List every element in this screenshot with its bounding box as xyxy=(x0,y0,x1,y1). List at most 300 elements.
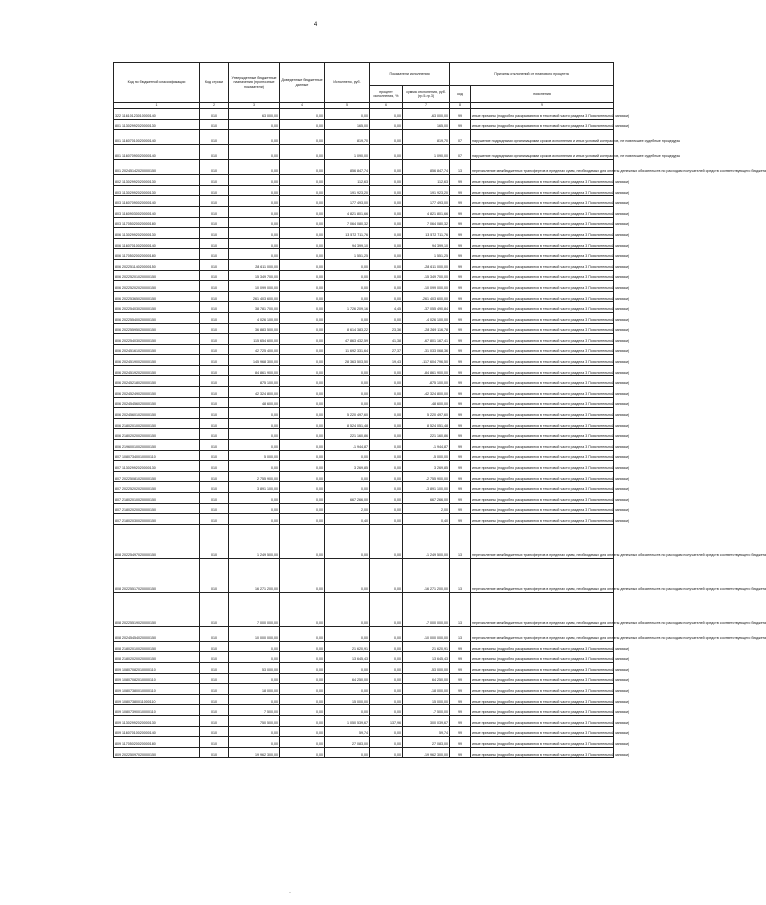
cell-row-code: 010 xyxy=(200,747,229,758)
cell-approved: 28 611 000,00 xyxy=(229,259,280,270)
cell-approved: 0,00 xyxy=(229,429,280,440)
cell-brought: 0,00 xyxy=(280,626,325,641)
cell-code: 807 21802020020000150 xyxy=(114,503,200,514)
cell-pct: 0,00 xyxy=(370,482,403,493)
cell-brought: 0,00 xyxy=(280,387,325,398)
table-row xyxy=(114,747,614,758)
cell-reason-code: 99 xyxy=(450,408,471,419)
table-row xyxy=(114,524,614,558)
cell-executed: 0,00 xyxy=(325,482,370,493)
cell-executed: 15 000,00 xyxy=(325,694,370,705)
cell-row-code: 010 xyxy=(200,206,229,217)
cell-executed: 1 090,00 xyxy=(325,145,370,160)
cell-explanation: иные причины (подробно раскрываются в текстовой части раздела 3 Пояснительной записки) xyxy=(471,238,614,249)
cell-pct: 0,00 xyxy=(370,705,403,716)
cell-explanation: иные причины (подробно раскрываются в текстовой части раздела 3 Пояснительной записки) xyxy=(471,461,614,472)
cell-row-code: 010 xyxy=(200,160,229,175)
header-pct: процент исполнения, % xyxy=(370,86,403,103)
cell-reason-code: 99 xyxy=(450,429,471,440)
cell-brought: 0,00 xyxy=(280,397,325,408)
table-row xyxy=(114,558,614,592)
cell-approved: 0,00 xyxy=(229,145,280,160)
cell-pct: 0,00 xyxy=(370,558,403,592)
cell-approved: 42 725 400,00 xyxy=(229,344,280,355)
cell-explanation: иные причины (подробно раскрываются в текстовой части раздела 3 Пояснительной записки) xyxy=(471,705,614,716)
cell-reason-code: 99 xyxy=(450,312,471,323)
cell-code: 807 10807340010000110 xyxy=(114,450,200,461)
cell-executed: 0,00 xyxy=(325,109,370,120)
cell-pct: 0,00 xyxy=(370,228,403,239)
table-row xyxy=(114,145,614,160)
cell-deviation: -53 000,00 xyxy=(403,662,450,673)
cell-approved: 0,00 xyxy=(229,726,280,737)
cell-row-code: 010 xyxy=(200,592,229,626)
cell-deviation: -15 349 700,00 xyxy=(403,270,450,281)
cell-reason-code: 99 xyxy=(450,238,471,249)
cell-code: 808 21802010020000150 xyxy=(114,641,200,652)
cell-pct: 19,43 xyxy=(370,355,403,366)
cell-brought: 0,00 xyxy=(280,312,325,323)
cell-explanation: иные причины (подробно раскрываются в текстовой части раздела 3 Пояснительной записки) xyxy=(471,747,614,758)
table-row xyxy=(114,450,614,461)
cell-deviation: -4 026 100,00 xyxy=(403,312,450,323)
cell-explanation: иные причины (подробно раскрываются в текстовой части раздела 3 Пояснительной записки) xyxy=(471,684,614,695)
cell-pct: 0,00 xyxy=(370,119,403,130)
cell-deviation: -63 000,00 xyxy=(403,109,450,120)
cell-code: 806 11705020020000180 xyxy=(114,249,200,260)
cell-row-code: 010 xyxy=(200,387,229,398)
cell-executed: 0,00 xyxy=(325,312,370,323)
cell-approved: 1 249 500,00 xyxy=(229,524,280,558)
cell-row-code: 010 xyxy=(200,291,229,302)
table-row xyxy=(114,652,614,663)
cell-brought: 0,00 xyxy=(280,558,325,592)
cell-brought: 0,00 xyxy=(280,344,325,355)
table-row xyxy=(114,694,614,705)
table-row xyxy=(114,344,614,355)
cell-reason-code: 99 xyxy=(450,344,471,355)
cell-brought: 0,00 xyxy=(280,514,325,525)
cell-row-code: 010 xyxy=(200,376,229,387)
table-row xyxy=(114,312,614,323)
cell-deviation: 221 160,86 xyxy=(403,429,450,440)
table-row xyxy=(114,302,614,313)
cell-brought: 0,00 xyxy=(280,726,325,737)
cell-deviation: 177 493,00 xyxy=(403,196,450,207)
cell-explanation: иные причины (подробно раскрываются в текстовой части раздела 3 Пояснительной записки) xyxy=(471,503,614,514)
cell-explanation: иные причины (подробно раскрываются в текстовой части раздела 3 Пояснительной записки) xyxy=(471,737,614,748)
cell-pct: 0,00 xyxy=(370,175,403,186)
cell-explanation: иные причины (подробно раскрываются в текстовой части раздела 3 Пояснительной записки) xyxy=(471,228,614,239)
table-row xyxy=(114,130,614,145)
cell-reason-code: 99 xyxy=(450,514,471,525)
cell-executed: 0,00 xyxy=(325,524,370,558)
cell-pct: 0,00 xyxy=(370,747,403,758)
table-row xyxy=(114,418,614,429)
cell-executed: 64 250,00 xyxy=(325,673,370,684)
cell-deviation: -31 033 068,36 xyxy=(403,344,450,355)
cell-code: 809 11607010020000140 xyxy=(114,726,200,737)
cell-brought: 0,00 xyxy=(280,334,325,345)
cell-pct: 0,00 xyxy=(370,418,403,429)
cell-explanation: иные причины (подробно раскрываются в текстовой части раздела 3 Пояснительной записки) xyxy=(471,440,614,451)
cell-brought: 0,00 xyxy=(280,418,325,429)
cell-executed: 177 493,00 xyxy=(325,196,370,207)
cell-deviation: 27 083,00 xyxy=(403,737,450,748)
table-row xyxy=(114,175,614,186)
table-row xyxy=(114,196,614,207)
table-row xyxy=(114,482,614,493)
cell-approved: 0,00 xyxy=(229,694,280,705)
footer-mark: · xyxy=(289,890,291,896)
cell-executed: 5 220 497,60 xyxy=(325,408,370,419)
cell-code: 807 11302992020000130 xyxy=(114,461,200,472)
table-row xyxy=(114,185,614,196)
cell-reason-code: 99 xyxy=(450,302,471,313)
cell-row-code: 010 xyxy=(200,344,229,355)
cell-deviation: -1 944,87 xyxy=(403,440,450,451)
cell-explanation: иные причины (подробно раскрываются в текстовой части раздела 3 Пояснительной записки) xyxy=(471,302,614,313)
cell-reason-code: 99 xyxy=(450,673,471,684)
table-row xyxy=(114,160,614,175)
cell-brought: 0,00 xyxy=(280,130,325,145)
cell-explanation: иные причины (подробно раскрываются в текстовой части раздела 3 Пояснительной записки) xyxy=(471,418,614,429)
cell-brought: 0,00 xyxy=(280,471,325,482)
cell-deviation: 8 524 051,48 xyxy=(403,418,450,429)
cell-brought: 0,00 xyxy=(280,652,325,663)
cell-reason-code: 99 xyxy=(450,482,471,493)
cell-reason-code: 99 xyxy=(450,715,471,726)
cell-row-code: 010 xyxy=(200,715,229,726)
cell-pct: 0,00 xyxy=(370,238,403,249)
cell-row-code: 010 xyxy=(200,408,229,419)
cell-pct: 4,45 xyxy=(370,302,403,313)
header-indicators: Показатели исполнения xyxy=(370,63,450,86)
cell-deviation: 7 064 080,32 xyxy=(403,217,450,228)
table-row xyxy=(114,270,614,281)
cell-approved: 261 403 600,00 xyxy=(229,291,280,302)
cell-brought: 0,00 xyxy=(280,365,325,376)
cell-executed: 819,70 xyxy=(325,130,370,145)
table-row xyxy=(114,281,614,292)
cell-row-code: 010 xyxy=(200,694,229,705)
cell-brought: 0,00 xyxy=(280,206,325,217)
table-row xyxy=(114,503,614,514)
cell-code: 803 11705020020000180 xyxy=(114,217,200,228)
cell-approved: 18 000,00 xyxy=(229,684,280,695)
cell-row-code: 010 xyxy=(200,558,229,592)
cell-deviation: -10 000 000,00 xyxy=(403,626,450,641)
cell-executed: 112,63 xyxy=(325,175,370,186)
cell-deviation: -261 403 600,00 xyxy=(403,291,450,302)
cell-reason-code: 99 xyxy=(450,471,471,482)
cell-pct: 0,00 xyxy=(370,673,403,684)
cell-code: 806 11607010020000140 xyxy=(114,238,200,249)
cell-row-code: 010 xyxy=(200,626,229,641)
cell-pct: 0,00 xyxy=(370,662,403,673)
cell-reason-code: 99 xyxy=(450,334,471,345)
cell-brought: 0,00 xyxy=(280,291,325,302)
cell-row-code: 010 xyxy=(200,175,229,186)
cell-explanation: нарушение подрядными организациями сроков исполнения и иных условий контрактов, не повлекшее судебные процедуры xyxy=(471,145,614,160)
header-explanation: пояснения xyxy=(471,86,614,103)
cell-pct: 0,00 xyxy=(370,524,403,558)
cell-code: 806 21802010020000150 xyxy=(114,418,200,429)
cell-code: 802 11302992020000130 xyxy=(114,175,200,186)
cell-code: 807 21802010020000150 xyxy=(114,493,200,504)
cell-brought: 0,00 xyxy=(280,493,325,504)
cell-deviation: 165,00 xyxy=(403,119,450,130)
cell-reason-code: 99 xyxy=(450,259,471,270)
cell-pct: 0,00 xyxy=(370,387,403,398)
cell-deviation: 112,63 xyxy=(403,175,450,186)
cell-approved: 0,00 xyxy=(229,418,280,429)
cell-pct: 0,00 xyxy=(370,626,403,641)
cell-brought: 0,00 xyxy=(280,323,325,334)
cell-executed: 0,00 xyxy=(325,291,370,302)
cell-deviation: 13 572 711,76 xyxy=(403,228,450,239)
cell-pct: 0,00 xyxy=(370,641,403,652)
cell-brought: 0,00 xyxy=(280,673,325,684)
cell-brought: 0,00 xyxy=(280,503,325,514)
cell-code: 809 11705020020000180 xyxy=(114,737,200,748)
cell-pct: 0,00 xyxy=(370,270,403,281)
cell-row-code: 010 xyxy=(200,641,229,652)
col-num: 1 xyxy=(114,103,200,109)
cell-approved: 0,00 xyxy=(229,217,280,228)
cell-row-code: 010 xyxy=(200,228,229,239)
cell-pct: 0,00 xyxy=(370,440,403,451)
cell-brought: 0,00 xyxy=(280,524,325,558)
cell-pct: 0,00 xyxy=(370,376,403,387)
cell-row-code: 010 xyxy=(200,705,229,716)
cell-brought: 0,00 xyxy=(280,440,325,451)
cell-row-code: 010 xyxy=(200,397,229,408)
cell-row-code: 010 xyxy=(200,493,229,504)
cell-row-code: 010 xyxy=(200,673,229,684)
table-row xyxy=(114,408,614,419)
cell-code: 801 11607010020000140 xyxy=(114,130,200,145)
cell-approved: 115 654 600,00 xyxy=(229,334,280,345)
table-row xyxy=(114,493,614,504)
cell-row-code: 010 xyxy=(200,130,229,145)
page-number: 4 xyxy=(313,22,318,28)
cell-deviation: 667 266,00 xyxy=(403,493,450,504)
cell-row-code: 010 xyxy=(200,684,229,695)
cell-executed: 2,00 xyxy=(325,503,370,514)
cell-code: 803 11607090020000140 xyxy=(114,196,200,207)
cell-approved: 0,00 xyxy=(229,440,280,451)
cell-explanation: иные причины (подробно раскрываются в текстовой части раздела 3 Пояснительной записки) xyxy=(471,312,614,323)
cell-reason-code: 99 xyxy=(450,206,471,217)
cell-approved: 4 026 100,00 xyxy=(229,312,280,323)
cell-code: 806 20225114020000150 xyxy=(114,259,200,270)
cell-explanation: иные причины (подробно раскрываются в текстовой части раздела 3 Пояснительной записки) xyxy=(471,217,614,228)
cell-pct: 0,00 xyxy=(370,160,403,175)
cell-explanation: иные причины (подробно раскрываются в текстовой части раздела 3 Пояснительной записки) xyxy=(471,119,614,130)
cell-row-code: 010 xyxy=(200,471,229,482)
cell-row-code: 010 xyxy=(200,429,229,440)
cell-explanation: иные причины (подробно раскрываются в текстовой части раздела 3 Пояснительной записки) xyxy=(471,387,614,398)
cell-explanation: иные причины (подробно раскрываются в текстовой части раздела 3 Пояснительной записки) xyxy=(471,641,614,652)
table-row xyxy=(114,291,614,302)
cell-code: 809 10807390010000110 xyxy=(114,705,200,716)
cell-code: 809 20225097020000150 xyxy=(114,747,200,758)
cell-deviation: -28 269 116,78 xyxy=(403,323,450,334)
cell-code: 806 20225403020000150 xyxy=(114,302,200,313)
cell-explanation: иные причины (подробно раскрываются в текстовой части раздела 3 Пояснительной записки) xyxy=(471,355,614,366)
cell-pct: 0,00 xyxy=(370,684,403,695)
table-row xyxy=(114,217,614,228)
table-row xyxy=(114,429,614,440)
cell-reason-code: 99 xyxy=(450,387,471,398)
cell-approved: 0,00 xyxy=(229,249,280,260)
cell-executed: 0,40 xyxy=(325,514,370,525)
cell-code: 809 10807380011000110 xyxy=(114,694,200,705)
table-row xyxy=(114,259,614,270)
cell-code: 806 20225403020000150 xyxy=(114,334,200,345)
cell-code: 808 20225517020000150 xyxy=(114,558,200,592)
cell-approved: 0,00 xyxy=(229,206,280,217)
cell-explanation: перечисление межбюджетных трансфертов в пределах сумм, необходимых для оплаты денежных обязательств по расходам получателей средств соответствующего бюджета xyxy=(471,160,614,175)
cell-pct: 0,00 xyxy=(370,397,403,408)
col-num: 5 xyxy=(325,103,370,109)
cell-reason-code: 99 xyxy=(450,281,471,292)
cell-explanation: иные причины (подробно раскрываются в текстовой части раздела 3 Пояснительной записки) xyxy=(471,281,614,292)
cell-brought: 0,00 xyxy=(280,217,325,228)
cell-row-code: 010 xyxy=(200,217,229,228)
cell-explanation: иные причины (подробно раскрываются в текстовой части раздела 3 Пояснительной записки) xyxy=(471,514,614,525)
cell-reason-code: 99 xyxy=(450,747,471,758)
cell-row-code: 010 xyxy=(200,365,229,376)
cell-brought: 0,00 xyxy=(280,662,325,673)
cell-approved: 10 000 000,00 xyxy=(229,626,280,641)
cell-brought: 0,00 xyxy=(280,376,325,387)
cell-brought: 0,00 xyxy=(280,355,325,366)
cell-reason-code: 13 xyxy=(450,160,471,175)
cell-code: 806 20245456020000150 xyxy=(114,397,200,408)
cell-deviation: -28 611 000,00 xyxy=(403,259,450,270)
cell-explanation: иные причины (подробно раскрываются в текстовой части раздела 3 Пояснительной записки) xyxy=(471,397,614,408)
header-reason-code: код xyxy=(450,86,471,103)
cell-brought: 0,00 xyxy=(280,429,325,440)
cell-explanation: иные причины (подробно раскрываются в текстовой части раздела 3 Пояснительной записки) xyxy=(471,493,614,504)
cell-reason-code: 99 xyxy=(450,175,471,186)
header-approved: Утвержденные бюджетные назначения (прогнозные показатели) xyxy=(229,63,280,103)
cell-executed: 47 863 432,59 xyxy=(325,334,370,345)
cell-deviation: 191 923,20 xyxy=(403,185,450,196)
cell-approved: 42 324 800,00 xyxy=(229,387,280,398)
cell-row-code: 010 xyxy=(200,482,229,493)
cell-explanation: иные причины (подробно раскрываются в текстовой части раздела 3 Пояснительной записки) xyxy=(471,482,614,493)
cell-pct: 137,96 xyxy=(370,715,403,726)
cell-code: 806 20245190020000150 xyxy=(114,355,200,366)
cell-pct: 0,00 xyxy=(370,408,403,419)
cell-code: 806 21802020020000150 xyxy=(114,429,200,440)
cell-executed: 59,74 xyxy=(325,726,370,737)
cell-deviation: 1 551,25 xyxy=(403,249,450,260)
cell-row-code: 010 xyxy=(200,312,229,323)
cell-reason-code: 99 xyxy=(450,641,471,652)
cell-executed: 1 726 209,16 xyxy=(325,302,370,313)
cell-brought: 0,00 xyxy=(280,694,325,705)
cell-code: 806 11302992020000130 xyxy=(114,228,200,239)
cell-pct: 0,00 xyxy=(370,471,403,482)
table-row xyxy=(114,715,614,726)
cell-pct: 0,00 xyxy=(370,312,403,323)
header-code: Код по бюджетной классификации xyxy=(114,63,200,103)
cell-code: 807 20225202020000150 xyxy=(114,482,200,493)
cell-approved: 0,00 xyxy=(229,238,280,249)
cell-executed: 0,00 xyxy=(325,558,370,592)
cell-reason-code: 99 xyxy=(450,684,471,695)
cell-deviation: -37 055 490,84 xyxy=(403,302,450,313)
cell-code: 809 10807082010000110 xyxy=(114,673,200,684)
cell-executed: 0,00 xyxy=(325,626,370,641)
cell-reason-code: 99 xyxy=(450,196,471,207)
cell-deviation: 13 645,43 xyxy=(403,652,450,663)
cell-code: 322 11610123010000140 xyxy=(114,109,200,120)
cell-reason-code: 13 xyxy=(450,626,471,641)
cell-approved: 36 883 500,00 xyxy=(229,323,280,334)
cell-explanation: иные причины (подробно раскрываются в текстовой части раздела 3 Пояснительной записки) xyxy=(471,259,614,270)
cell-reason-code: 99 xyxy=(450,493,471,504)
cell-deviation: 5 220 497,60 xyxy=(403,408,450,419)
cell-row-code: 010 xyxy=(200,662,229,673)
cell-executed: -1 944,87 xyxy=(325,440,370,451)
cell-explanation: иные причины (подробно раскрываются в текстовой части раздела 3 Пояснительной записки) xyxy=(471,175,614,186)
cell-brought: 0,00 xyxy=(280,119,325,130)
cell-explanation: иные причины (подробно раскрываются в текстовой части раздела 3 Пояснительной записки) xyxy=(471,471,614,482)
cell-row-code: 010 xyxy=(200,145,229,160)
cell-deviation: 64 250,00 xyxy=(403,673,450,684)
cell-explanation: иные причины (подробно раскрываются в текстовой части раздела 3 Пояснительной записки) xyxy=(471,109,614,120)
cell-brought: 0,00 xyxy=(280,259,325,270)
cell-row-code: 010 xyxy=(200,109,229,120)
cell-code: 806 20225540020000150 xyxy=(114,312,200,323)
cell-brought: 0,00 xyxy=(280,302,325,313)
cell-reason-code: 99 xyxy=(450,109,471,120)
header-executed: Исполнено, руб. xyxy=(325,63,370,103)
table-row xyxy=(114,726,614,737)
cell-reason-code: 99 xyxy=(450,291,471,302)
cell-reason-code: 99 xyxy=(450,503,471,514)
cell-reason-code: 99 xyxy=(450,726,471,737)
cell-row-code: 010 xyxy=(200,270,229,281)
cell-brought: 0,00 xyxy=(280,196,325,207)
cell-approved: 48 600,00 xyxy=(229,397,280,408)
cell-executed: 4 821 801,66 xyxy=(325,206,370,217)
cell-approved: 0,00 xyxy=(229,461,280,472)
cell-code: 809 10807082010000110 xyxy=(114,662,200,673)
cell-code: 807 20225081020000150 xyxy=(114,471,200,482)
cell-executed: 667 266,00 xyxy=(325,493,370,504)
cell-reason-code: 99 xyxy=(450,376,471,387)
cell-reason-code: 99 xyxy=(450,355,471,366)
table-header xyxy=(114,63,614,109)
cell-approved: 0,00 xyxy=(229,673,280,684)
cell-row-code: 010 xyxy=(200,440,229,451)
cell-explanation: иные причины (подробно раскрываются в текстовой части раздела 3 Пояснительной записки) xyxy=(471,673,614,684)
cell-reason-code: 99 xyxy=(450,737,471,748)
cell-code: 806 21960010020000150 xyxy=(114,440,200,451)
cell-pct: 0,00 xyxy=(370,461,403,472)
cell-code: 806 20225365020000150 xyxy=(114,291,200,302)
cell-executed: 27 083,00 xyxy=(325,737,370,748)
cell-brought: 0,00 xyxy=(280,705,325,716)
cell-approved: 0,00 xyxy=(229,185,280,196)
cell-row-code: 010 xyxy=(200,259,229,270)
